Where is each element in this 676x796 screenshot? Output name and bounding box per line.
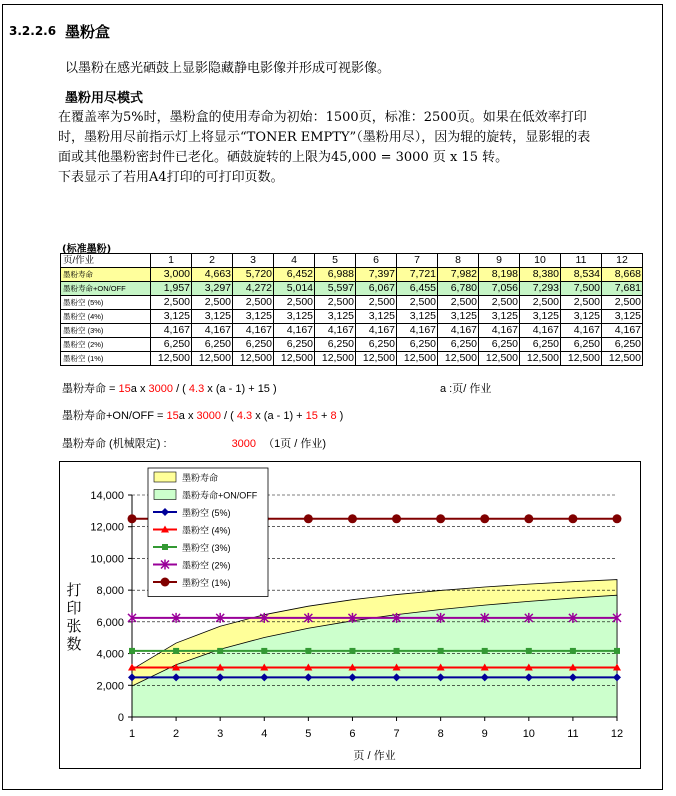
- formula-text: ): [336, 410, 344, 422]
- table-cell: 4,167: [561, 324, 602, 338]
- legend-label: 墨粉空 (5%): [182, 508, 231, 518]
- table-cell: 5,014: [274, 282, 315, 296]
- paragraph-line: 面或其他墨粉密封件已老化。硒鼓旋转的上限为45,000 = 3000 页 x 15 转。: [58, 150, 509, 165]
- legend-label: 墨粉空 (4%): [182, 525, 231, 536]
- formula-value: 15: [166, 410, 179, 422]
- y-tick-label: 14,000: [90, 490, 124, 502]
- table-cell: 6,250: [561, 338, 602, 352]
- data-point: [568, 514, 577, 523]
- table-cell: 2,500: [192, 296, 233, 310]
- data-point: [613, 514, 622, 523]
- x-tick-label: 12: [610, 728, 624, 740]
- table-cell: 6,250: [192, 338, 233, 352]
- x-tick-label: 4: [261, 728, 268, 740]
- table-cell: 8,668: [602, 268, 643, 282]
- description-paragraph: [58, 108, 658, 188]
- formula-text: a x: [130, 383, 149, 395]
- table-cell: 6,452: [274, 268, 315, 282]
- pages-chart: [60, 462, 640, 768]
- legend-label: 墨粉寿命: [182, 473, 219, 483]
- formula-toner-life: [62, 380, 277, 396]
- table-column-header: 10: [520, 254, 561, 268]
- data-point: [482, 648, 488, 654]
- table-cell: 3,125: [602, 310, 643, 324]
- table-cell: 3,125: [479, 310, 520, 324]
- table-row: [61, 324, 643, 338]
- formula-prefix: 墨粉寿命 =: [62, 383, 119, 395]
- legend-marker: [162, 544, 168, 550]
- table-cell: 12,500: [192, 352, 233, 366]
- table-cell: 3,000: [151, 268, 192, 282]
- table-cell: 3,125: [520, 310, 561, 324]
- legend-label: 墨粉空 (3%): [182, 543, 231, 553]
- table-column-header: 8: [438, 254, 479, 268]
- data-point: [348, 514, 357, 523]
- x-tick-label: 10: [522, 728, 535, 740]
- table-cell: 2,500: [274, 296, 315, 310]
- x-tick-label: 5: [305, 728, 312, 740]
- table-cell: 4,167: [356, 324, 397, 338]
- formula-prefix: 墨粉寿命 (机械限定) :: [62, 438, 167, 450]
- data-point: [614, 648, 620, 654]
- paragraph-line: 在覆盖率为5%时，墨粉盒的使用寿命为初始：1500页，标准：2500页。如果在低效率打印: [58, 110, 587, 125]
- x-axis-label: 页 / 作业: [353, 750, 396, 762]
- table-cell: 2,500: [315, 296, 356, 310]
- table-cell: 3,125: [315, 310, 356, 324]
- data-point: [570, 648, 576, 654]
- data-point: [526, 648, 532, 654]
- subsection-title: 墨粉用尽模式: [65, 91, 144, 106]
- intro-text: 以墨粉在感光硒鼓上显影隐藏静电影像并形成可视影像。: [65, 61, 391, 76]
- table-cell: 6,250: [274, 338, 315, 352]
- table-row-label: 墨粉空 (1%): [61, 352, 151, 366]
- x-tick-label: 9: [481, 728, 488, 740]
- table-cell: 4,167: [315, 324, 356, 338]
- y-tick-label: 10,000: [90, 553, 124, 566]
- table-cell: 12,500: [561, 352, 602, 366]
- table-cell: 12,500: [520, 352, 561, 366]
- table-cell: 3,125: [192, 310, 233, 324]
- table-cell: 6,250: [356, 338, 397, 352]
- table-cell: 7,681: [602, 282, 643, 296]
- table-cell: 12,500: [602, 352, 643, 366]
- table-cell: 3,125: [233, 310, 274, 324]
- formula-value: 8: [330, 410, 337, 422]
- y-tick-label: 0: [117, 712, 124, 724]
- table-column-header: 1: [151, 254, 192, 268]
- table-cell: 7,056: [479, 282, 520, 296]
- data-point: [173, 648, 179, 654]
- table-cell: 12,500: [438, 352, 479, 366]
- table-row-label: 墨粉空 (3%): [61, 324, 151, 338]
- table-cell: 4,167: [192, 324, 233, 338]
- table-cell: 4,167: [274, 324, 315, 338]
- table-row-label: 墨粉空 (2%): [61, 338, 151, 352]
- table-row: [61, 282, 643, 296]
- legend-label: 墨粉空 (2%): [182, 560, 231, 571]
- legend-swatch: [154, 472, 176, 482]
- table-cell: 7,397: [356, 268, 397, 282]
- data-point: [129, 648, 135, 654]
- table-cell: 4,167: [520, 324, 561, 338]
- table-cell: 3,125: [561, 310, 602, 324]
- table-cell: 4,167: [602, 324, 643, 338]
- table-cell: 2,500: [233, 296, 274, 310]
- table-cell: 4,167: [233, 324, 274, 338]
- formula-text: a x: [178, 410, 197, 422]
- section-title: 墨粉盒: [65, 23, 111, 41]
- table-cell: 3,125: [356, 310, 397, 324]
- formula-text: / (: [173, 383, 189, 395]
- data-point: [392, 514, 401, 523]
- table-row: [61, 310, 643, 324]
- table-cell: 12,500: [479, 352, 520, 366]
- y-tick-label: 12,000: [90, 521, 124, 534]
- legend-label: 墨粉空 (1%): [182, 578, 231, 588]
- table-cell: 8,534: [561, 268, 602, 282]
- pages-table: [60, 253, 643, 366]
- formula-text: x (a - 1) + 15 ): [204, 383, 277, 395]
- table-row: [61, 296, 643, 310]
- table-column-header: 12: [602, 254, 643, 268]
- table-cell: 12,500: [151, 352, 192, 366]
- table-column-header: 2: [192, 254, 233, 268]
- table-column-header: 9: [479, 254, 520, 268]
- data-point: [349, 648, 355, 654]
- table-cell: 2,500: [438, 296, 479, 310]
- table-cell: 2,500: [356, 296, 397, 310]
- formula-text: +: [317, 410, 331, 422]
- table-cell: 12,500: [356, 352, 397, 366]
- table-cell: 6,250: [233, 338, 274, 352]
- table-cell: 2,500: [561, 296, 602, 310]
- data-point: [436, 514, 445, 523]
- table-row: [61, 338, 643, 352]
- table-cell: 3,125: [397, 310, 438, 324]
- formula-value: 3000: [231, 438, 257, 450]
- data-point: [394, 648, 400, 654]
- table-cell: 5,597: [315, 282, 356, 296]
- formula-prefix: 墨粉寿命+ON/OFF =: [62, 410, 167, 422]
- formula-value: 3000: [148, 383, 174, 395]
- table-row: [61, 268, 643, 282]
- table-cell: 2,500: [397, 296, 438, 310]
- table-column-header: 6: [356, 254, 397, 268]
- data-point: [128, 514, 137, 523]
- paragraph-line: 时，墨粉用尽前指示灯上将显示“TONER EMPTY”（墨粉用尽），因为辊的旋转，显影辊的表: [58, 130, 591, 145]
- table-row-label: 墨粉空 (4%): [61, 310, 151, 324]
- table-cell: 8,198: [479, 268, 520, 282]
- table-cell: 6,250: [479, 338, 520, 352]
- table-cell: 3,125: [151, 310, 192, 324]
- table-cell: 5,720: [233, 268, 274, 282]
- table-header-label: 页/作业: [61, 254, 151, 268]
- table-cell: 12,500: [274, 352, 315, 366]
- table-cell: 2,500: [151, 296, 192, 310]
- table-cell: 8,380: [520, 268, 561, 282]
- x-tick-label: 2: [173, 728, 180, 740]
- data-point: [438, 648, 444, 654]
- table-cell: 12,500: [397, 352, 438, 366]
- chart-container: [59, 461, 641, 769]
- table-cell: 2,500: [602, 296, 643, 310]
- table-cell: 7,721: [397, 268, 438, 282]
- x-tick-label: 3: [217, 728, 224, 740]
- y-tick-label: 2,000: [96, 680, 124, 693]
- formula-value: 4.3: [236, 410, 253, 422]
- formula-value: 3000: [196, 410, 221, 422]
- table-column-header: 4: [274, 254, 315, 268]
- table-cell: 3,125: [274, 310, 315, 324]
- table-cell: 7,982: [438, 268, 479, 282]
- formula-text: x (a - 1) +: [252, 410, 306, 422]
- table-cell: 6,250: [438, 338, 479, 352]
- table-cell: 7,293: [520, 282, 561, 296]
- legend-swatch: [154, 490, 176, 500]
- data-point: [217, 648, 223, 654]
- table-cell: 3,297: [192, 282, 233, 296]
- table-cell: 4,272: [233, 282, 274, 296]
- table-column-header: 3: [233, 254, 274, 268]
- table-cell: 1,957: [151, 282, 192, 296]
- data-point: [261, 648, 267, 654]
- y-tick-label: 8,000: [96, 585, 124, 598]
- data-point: [304, 514, 313, 523]
- y-axis-label: 打印张数: [66, 582, 82, 653]
- table-cell: 6,988: [315, 268, 356, 282]
- formula-text: / (: [220, 410, 237, 422]
- table-cell: 4,167: [479, 324, 520, 338]
- table-cell: 6,250: [520, 338, 561, 352]
- x-tick-label: 6: [349, 728, 356, 740]
- x-tick-label: 1: [128, 728, 136, 740]
- table-cell: 6,780: [438, 282, 479, 296]
- data-point: [305, 648, 311, 654]
- table-row-label: 墨粉寿命: [61, 268, 151, 282]
- formula-suffix: （1页 / 作业): [263, 438, 327, 450]
- table-row: [61, 352, 643, 366]
- y-tick-label: 4,000: [96, 648, 124, 661]
- table-cell: 7,500: [561, 282, 602, 296]
- x-tick-label: 8: [437, 728, 444, 740]
- formula-value: 4.3: [188, 383, 205, 395]
- table-cell: 6,067: [356, 282, 397, 296]
- table-cell: 3,125: [438, 310, 479, 324]
- table-cell: 6,250: [397, 338, 438, 352]
- table-cell: 4,663: [192, 268, 233, 282]
- table-cell: 2,500: [520, 296, 561, 310]
- table-cell: 6,250: [315, 338, 356, 352]
- section-number: 3.2.2.6: [9, 24, 57, 38]
- table-column-header: 7: [397, 254, 438, 268]
- table-column-header: 11: [561, 254, 602, 268]
- table-column-header: 5: [315, 254, 356, 268]
- formula-value: 15: [118, 383, 131, 395]
- legend-marker: [161, 578, 170, 587]
- unit-note: a :页/ 作业: [440, 383, 492, 395]
- table-cell: 2,500: [479, 296, 520, 310]
- legend-label: 墨粉寿命+ON/OFF: [182, 490, 258, 501]
- table-row-label: 墨粉空 (5%): [61, 296, 151, 310]
- table-cell: 6,250: [602, 338, 643, 352]
- formula-mechanical-limit: [62, 435, 326, 451]
- table-cell: 6,250: [151, 338, 192, 352]
- table-row-label: 墨粉寿命+ON/OFF: [61, 282, 151, 296]
- table-cell: 4,167: [397, 324, 438, 338]
- table-cell: 4,167: [151, 324, 192, 338]
- x-tick-label: 7: [393, 728, 400, 740]
- table-header-row: [61, 254, 643, 268]
- table-caption: (标准墨粉): [62, 244, 112, 255]
- x-tick-label: 11: [567, 728, 579, 740]
- paragraph-line: 下表显示了若用A4打印的可打印页数。: [58, 170, 284, 185]
- table-cell: 4,167: [438, 324, 479, 338]
- data-point: [480, 514, 489, 523]
- table-cell: 6,455: [397, 282, 438, 296]
- data-point: [524, 514, 533, 523]
- y-tick-label: 6,000: [96, 616, 124, 629]
- formula-toner-life-onoff: [62, 407, 343, 423]
- table-cell: 12,500: [233, 352, 274, 366]
- table-cell: 12,500: [315, 352, 356, 366]
- formula-value: 15: [305, 410, 318, 422]
